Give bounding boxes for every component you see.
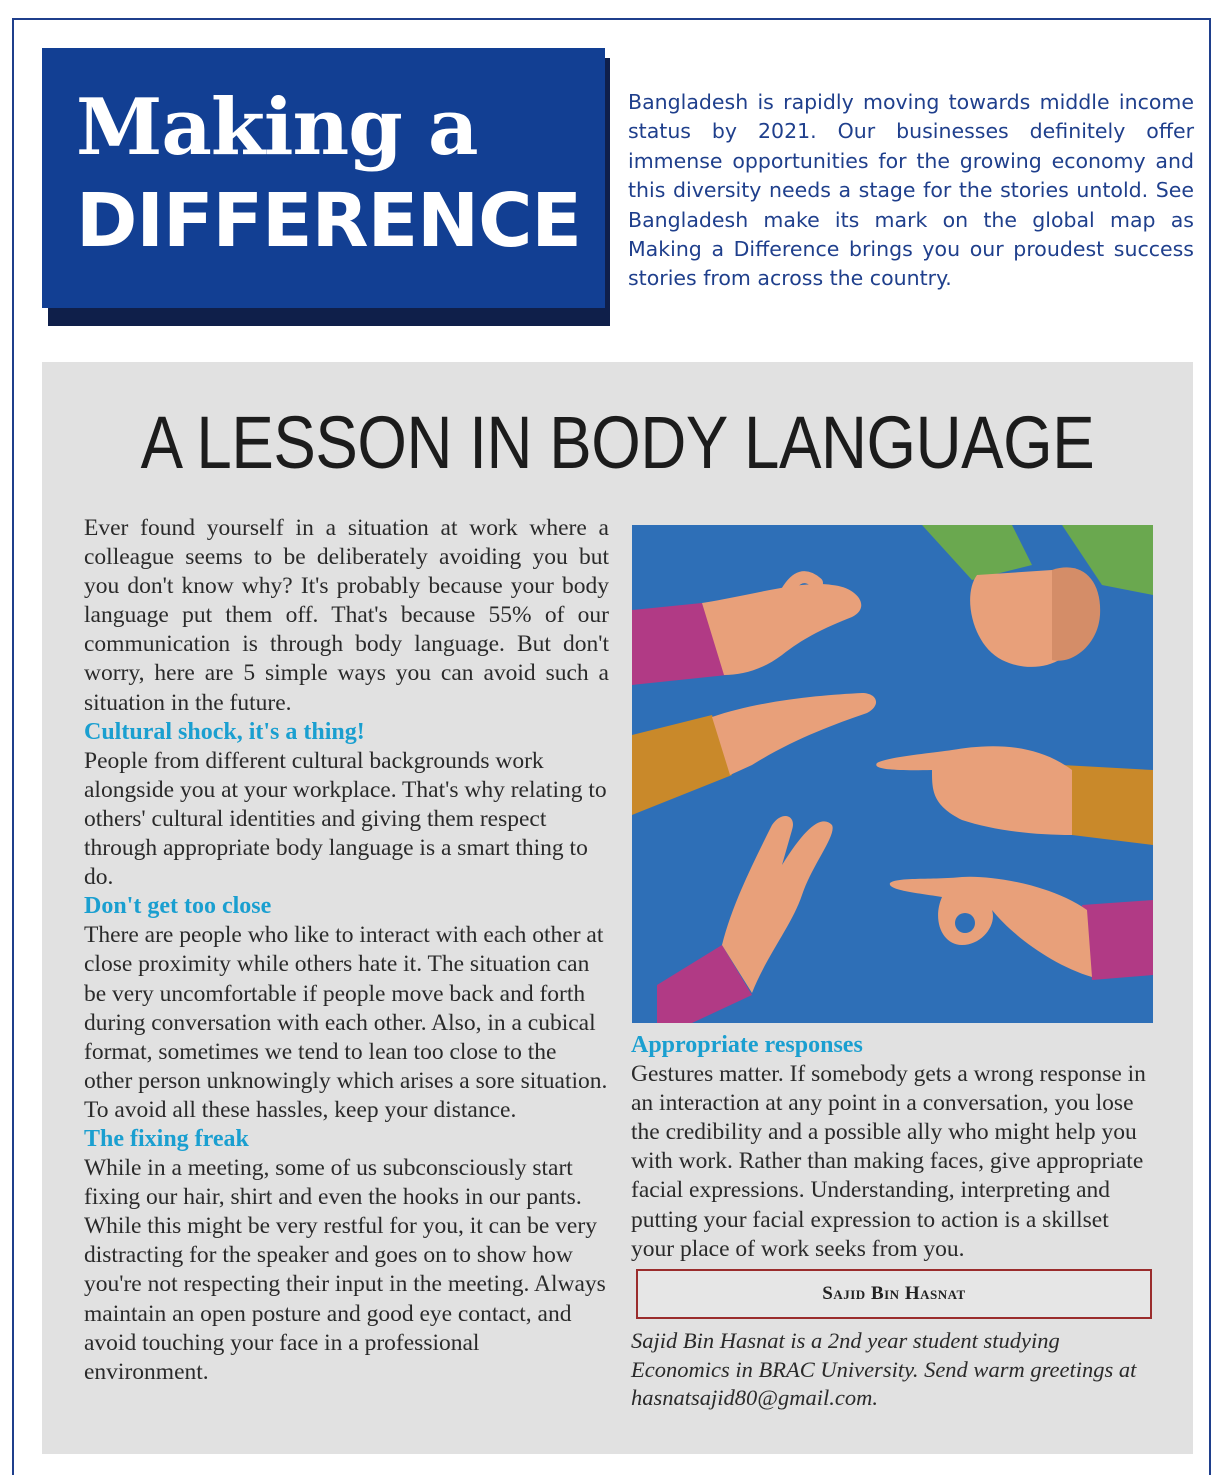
subheading-cultural-shock: Cultural shock, it's a thing! xyxy=(84,718,365,745)
article-intro: Ever found yourself in a situation at work where a colleague seems to be deliberately avoiding you but you don't know why? It's probably because your body language put them off. That's because 55% of our communication is through body language. But don't worry, here are 5 simple ways you can avoid such a situation in the future. xyxy=(84,515,609,716)
paragraph-fixing-freak: While in a meeting, some of us subconsciously start fixing our hair, shirt and even the hooks in our pants. While this might be very restful for you, it can be very distracting for the speaker and goes on to show how you're not respecting their input in the meeting. Always maintain an open posture and good eye contact, and avoid touching your face in a professional environment. xyxy=(84,1155,606,1385)
hands-illustration xyxy=(632,525,1153,1023)
banner-title-line2: DIFFERENCE xyxy=(76,178,581,264)
subheading-fixing-freak: The fixing freak xyxy=(84,1125,249,1152)
article-right-column xyxy=(631,1031,1156,1264)
subheading-appropriate-responses: Appropriate responses xyxy=(631,1032,863,1058)
banner-title-line1: Making a xyxy=(76,82,478,173)
article-title: A LESSON IN BODY LANGUAGE xyxy=(140,401,1095,484)
subheading-too-close: Don't get too close xyxy=(84,893,272,920)
section-intro: Bangladesh is rapidly moving towards middle income status by 2021. Our businesses definitely offer immense opportunities for the growing economy and this diversity needs a stage for the stories untold. See Bangladesh make its mark on the global map as Making a Difference brings you our proudest success stories from across the country. xyxy=(628,90,1194,291)
author-byline: Sajid Bin Hasnat xyxy=(636,1269,1152,1319)
paragraph-cultural-shock: People from different cultural backgrounds work alongside you at your workplace. That's why relating to others' cultural identities and giving them respect through appropriate body language is a smart thing to do. xyxy=(84,747,607,891)
paragraph-appropriate-responses: Gestures matter. If somebody gets a wrong response in an interaction at any point in a conversation, you lose the credibility and a possible ally who might help you with work. Rather than making faces, give appropriate facial expressions. Understanding, interpreting and putting your facial expression to action is a skillset your place of work seeks from you. xyxy=(631,1061,1146,1262)
paragraph-too-close: There are people who like to interact with each other at close proximity while others hate it. The situation can be very uncomfortable if people move back and forth during conversation with each other. Also, in a cubical format, sometimes we tend to lean too close to the other person unknowingly which arises a sore situation. To avoid all these hassles, keep your distance. xyxy=(84,922,608,1123)
article-left-column xyxy=(84,514,609,1387)
section-banner xyxy=(42,48,605,308)
author-bio: Sajid Bin Hasnat is a 2nd year student studying Economics in BRAC University. Send warm greetings at hasnatsajid80@gmail.com. xyxy=(631,1328,1137,1411)
